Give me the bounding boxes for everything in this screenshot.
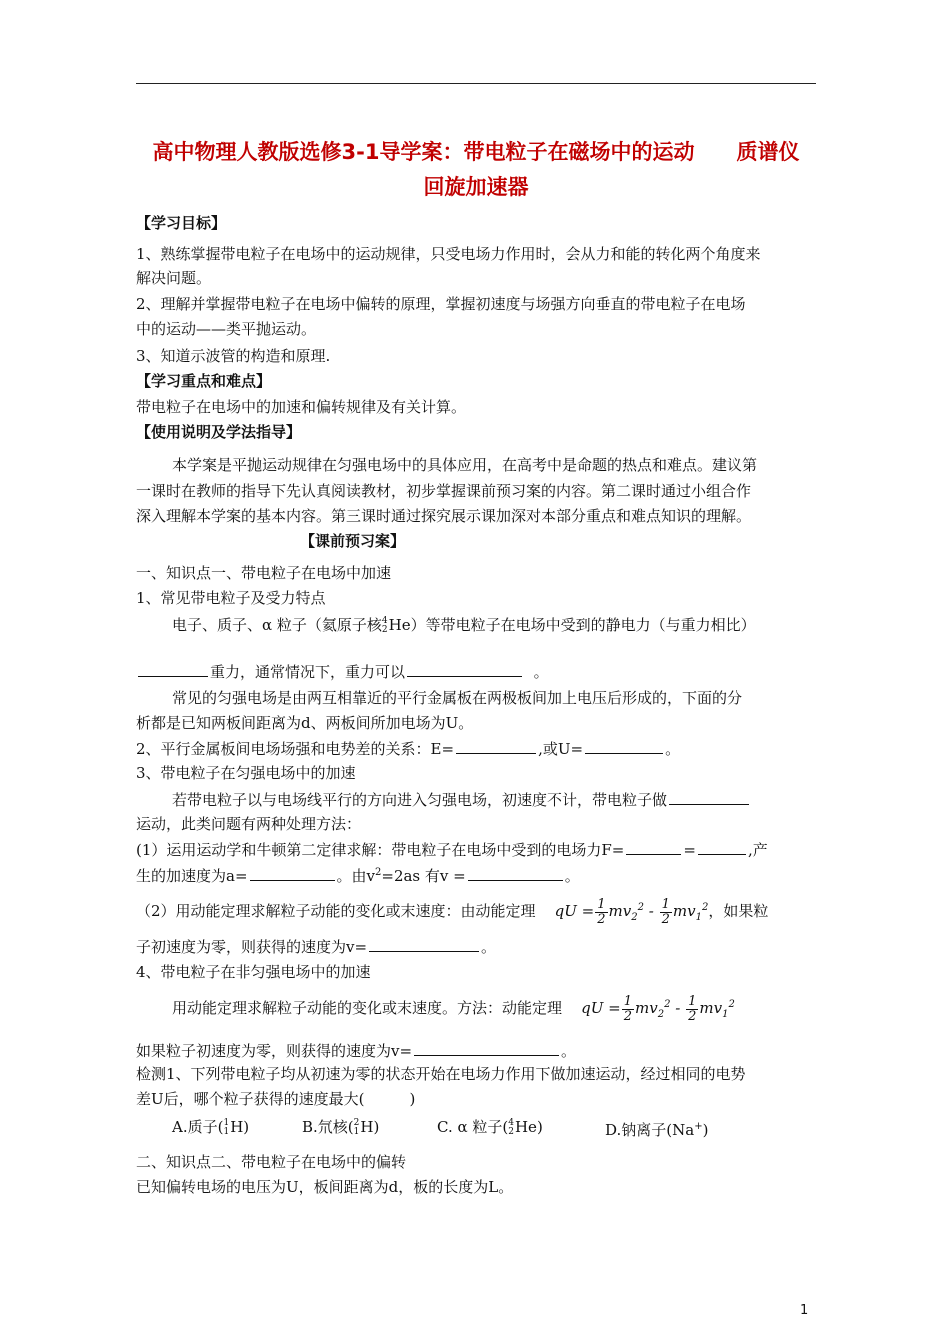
kp1-p1 <box>172 614 852 636</box>
usage-line-2: 一课时在教师的指导下先认真阅读教材，初步掌握课前预习案的内容。第二课时通过小组合作 <box>136 482 752 500</box>
f2-den-2: 2 <box>688 1008 697 1024</box>
f-qU: qU <box>554 902 577 920</box>
option-a[interactable]: A.质子( 1 1 H) <box>172 1118 250 1137</box>
f2-half-2 <box>686 995 698 1024</box>
f-num-2: 1 <box>661 896 670 912</box>
f-num-1: 1 <box>597 896 606 912</box>
f2-mv1: mv <box>699 999 723 1017</box>
blank-f1[interactable] <box>626 838 681 855</box>
m1-text-a: (1）运用运动学和牛顿第二定律求解：带电粒子在电场中受到的电场力F= <box>136 841 625 859</box>
p2-text-a: 重力，通常情况下，重力可以 <box>210 663 406 681</box>
kp2-heading: 二、知识点二、带电粒子在电场中的偏转 <box>136 1153 407 1171</box>
p5-text: 若带电粒子以与电场线平行的方向进入匀强电场，初速度不计，带电粒子做 <box>172 791 668 809</box>
blank-motion[interactable] <box>669 788 749 805</box>
kp1-p4: 析都是已知两板间距离为d、两板间所加电场为U。 <box>136 714 474 732</box>
opt-d-sup: + <box>694 1121 703 1132</box>
s2-text-b: ,或U= <box>538 740 584 758</box>
opt-b-close: ) <box>373 1118 380 1136</box>
m2-text-b: ，如果粒 <box>708 902 769 920</box>
opt-c-text: C. α 粒子( <box>437 1118 509 1136</box>
he-symbol: He <box>388 616 411 634</box>
f-half-2 <box>660 898 672 927</box>
f-minus: - <box>648 902 654 920</box>
goal-1b: 解决问题。 <box>136 269 212 287</box>
f2-num-1: 1 <box>623 993 632 1009</box>
p7-text: 用动能定理求解粒子动能的变化或末速度。方法：动能定理 <box>172 999 563 1017</box>
m1-text-d: 生的加速度为a= <box>136 867 248 885</box>
s2-text-c: 。 <box>665 740 681 758</box>
m1-text-c: ,产 <box>747 841 768 859</box>
key-heading: 【学习重点和难点】 <box>136 372 272 390</box>
goal-2a: 2、理解并掌握带电粒子在电场中偏转的原理，掌握初速度与场强方向垂直的带电粒子在电场 <box>136 295 746 313</box>
f-half-1 <box>595 898 607 927</box>
f2-half-1 <box>622 995 634 1024</box>
opt-d-text: D.钠离子(Na <box>605 1121 695 1139</box>
kp1-p8 <box>136 1039 816 1062</box>
f-mv2: mv <box>608 902 632 920</box>
kp2-p1: 已知偏转电场的电压为U，板间距离为d，板的长度为L。 <box>136 1178 514 1196</box>
kp1-m1 <box>136 838 816 861</box>
kp1-p7 <box>172 994 852 1026</box>
blank-f2[interactable] <box>698 838 746 855</box>
m1-text-e: 。由v <box>336 867 375 885</box>
opt-a-text: A.质子( <box>172 1118 224 1136</box>
f2-num-2: 1 <box>688 993 697 1009</box>
kp1-m2 <box>136 897 816 929</box>
kp1-m1-cont <box>136 862 816 887</box>
blank-a[interactable] <box>250 864 335 881</box>
kp1-m2-cont <box>136 935 816 958</box>
f-den-1: 2 <box>597 911 606 927</box>
p2-text-b: 。 <box>533 663 549 681</box>
opt-c-close: ) <box>536 1118 543 1136</box>
opt-b-text: B.氘核( <box>302 1118 354 1136</box>
page-number: 1 <box>800 1303 809 1318</box>
question-1a: 检测1、下列带电粒子均从初速为零的状态开始在电场力作用下做加速运动，经过相同的电势 <box>136 1065 746 1083</box>
option-c[interactable]: C. α 粒子( 4 2 He) <box>437 1118 543 1137</box>
he-mass: 4 <box>381 616 388 626</box>
f-mv1: mv <box>672 902 696 920</box>
s2-text-a: 2、平行金属板间电场场强和电势差的关系：E= <box>136 740 455 758</box>
kp1-s1: 1、常见带电粒子及受力特点 <box>136 589 326 607</box>
f2-qU: qU <box>581 999 604 1017</box>
document-title-line2: 回旋加速器 <box>423 175 529 199</box>
usage-line-3: 深入理解本学案的基本内容。第三课时通过探究展示课加深对本部分重点和难点知识的理解。 <box>136 507 752 525</box>
f2-eq: = <box>608 999 621 1017</box>
f2-mv2: mv <box>634 999 658 1017</box>
helium-isotope <box>382 617 388 635</box>
m1-text-h: 。 <box>564 867 580 885</box>
f-den-2: 2 <box>661 911 670 927</box>
blank-2[interactable] <box>407 660 522 677</box>
kp1-p5 <box>172 788 852 811</box>
option-b[interactable]: B.氘核( 2 1 H) <box>302 1118 380 1137</box>
he-charge: 2 <box>381 625 388 635</box>
m1-text-b: = <box>683 841 696 859</box>
kp1-p2 <box>136 660 816 683</box>
m1-sup: 2 <box>375 867 382 878</box>
kp1-p3: 常见的匀强电场是由两互相靠近的平行金属板在两极板间加上电压后形成的，下面的分 <box>172 689 743 707</box>
opt-d-close: ) <box>702 1121 709 1139</box>
question-1b: 差U后，哪个粒子获得的速度最大( ) <box>136 1090 416 1108</box>
f-eq: = <box>581 902 595 920</box>
m1-text-g: =2as 有v = <box>381 867 466 885</box>
p8-text-a: 如果粒子初速度为零，则获得的速度为v= <box>136 1042 413 1060</box>
goals-heading: 【学习目标】 <box>136 214 227 232</box>
m2-text-a: （2）用动能定理求解粒子动能的变化或末速度：由动能定理 <box>136 902 536 920</box>
blank-v[interactable] <box>468 864 563 881</box>
m2-text-d: 。 <box>481 938 497 956</box>
formula-energy-1: qU = $\frac{1}{2}$ $mv_2^2$ - $\frac{1}{2}$ $mv_1^2$ <box>554 896 709 927</box>
he4-isotope: 4 2 <box>508 1118 514 1137</box>
opt-a-close: ) <box>243 1118 250 1136</box>
kp1-s3: 3、带电粒子在匀强电场中的加速 <box>136 764 356 782</box>
p8-text-b: 。 <box>561 1042 577 1060</box>
kp1-heading: 一、知识点一、带电粒子在电场中加速 <box>136 564 392 582</box>
option-d[interactable] <box>605 1116 950 1141</box>
blank-1[interactable] <box>138 660 208 677</box>
usage-line-1: 本学案是平抛运动规律在匀强电场中的具体应用，在高考中是命题的热点和难点。建议第 <box>172 456 758 474</box>
formula-energy-2: qU = $\frac{1}{2}$ $mv_2^2$ - $\frac{1}{2}$ $mv_1^2$ <box>581 993 735 1024</box>
preview-heading: 【课前预习案】 <box>300 532 406 550</box>
m2-text-c: 子初速度为零，则获得的速度为v= <box>136 938 368 956</box>
top-rule <box>136 83 816 84</box>
blank-v3[interactable] <box>414 1039 559 1056</box>
goal-2b: 中的运动——类平抛运动。 <box>136 320 317 338</box>
f2-minus: - <box>675 999 681 1017</box>
goal-1a: 1、熟练掌握带电粒子在电场中的运动规律，只受电场力作用时，会从力和能的转化两个角度来 <box>136 245 761 263</box>
document-title-line1: 高中物理人教版选修3-1导学案：带电粒子在磁场中的运动 质谱仪 <box>152 140 800 164</box>
goal-3: 3、知道示波管的构造和原理. <box>136 347 331 365</box>
p1-text-a: 电子、质子、α 粒子（氦原子核 <box>172 616 382 634</box>
usage-heading: 【使用说明及学法指导】 <box>136 423 302 441</box>
kp1-s2 <box>136 737 816 760</box>
kp1-s4: 4、带电粒子在非匀强电场中的加速 <box>136 963 371 981</box>
key-text: 带电粒子在电场中的加速和偏转规律及有关计算。 <box>136 398 467 416</box>
h1-isotope: 1 1 <box>223 1118 230 1137</box>
blank-u[interactable] <box>585 737 663 754</box>
blank-v2[interactable] <box>369 935 479 952</box>
f2-den-1: 2 <box>623 1008 632 1024</box>
h2-isotope: 2 1 <box>353 1118 360 1137</box>
kp1-p6: 运动，此类问题有两种处理方法： <box>136 815 362 833</box>
p1-text-b: ）等带电粒子在电场中受到的静电力（与重力相比） <box>410 616 756 634</box>
blank-e[interactable] <box>456 737 536 754</box>
